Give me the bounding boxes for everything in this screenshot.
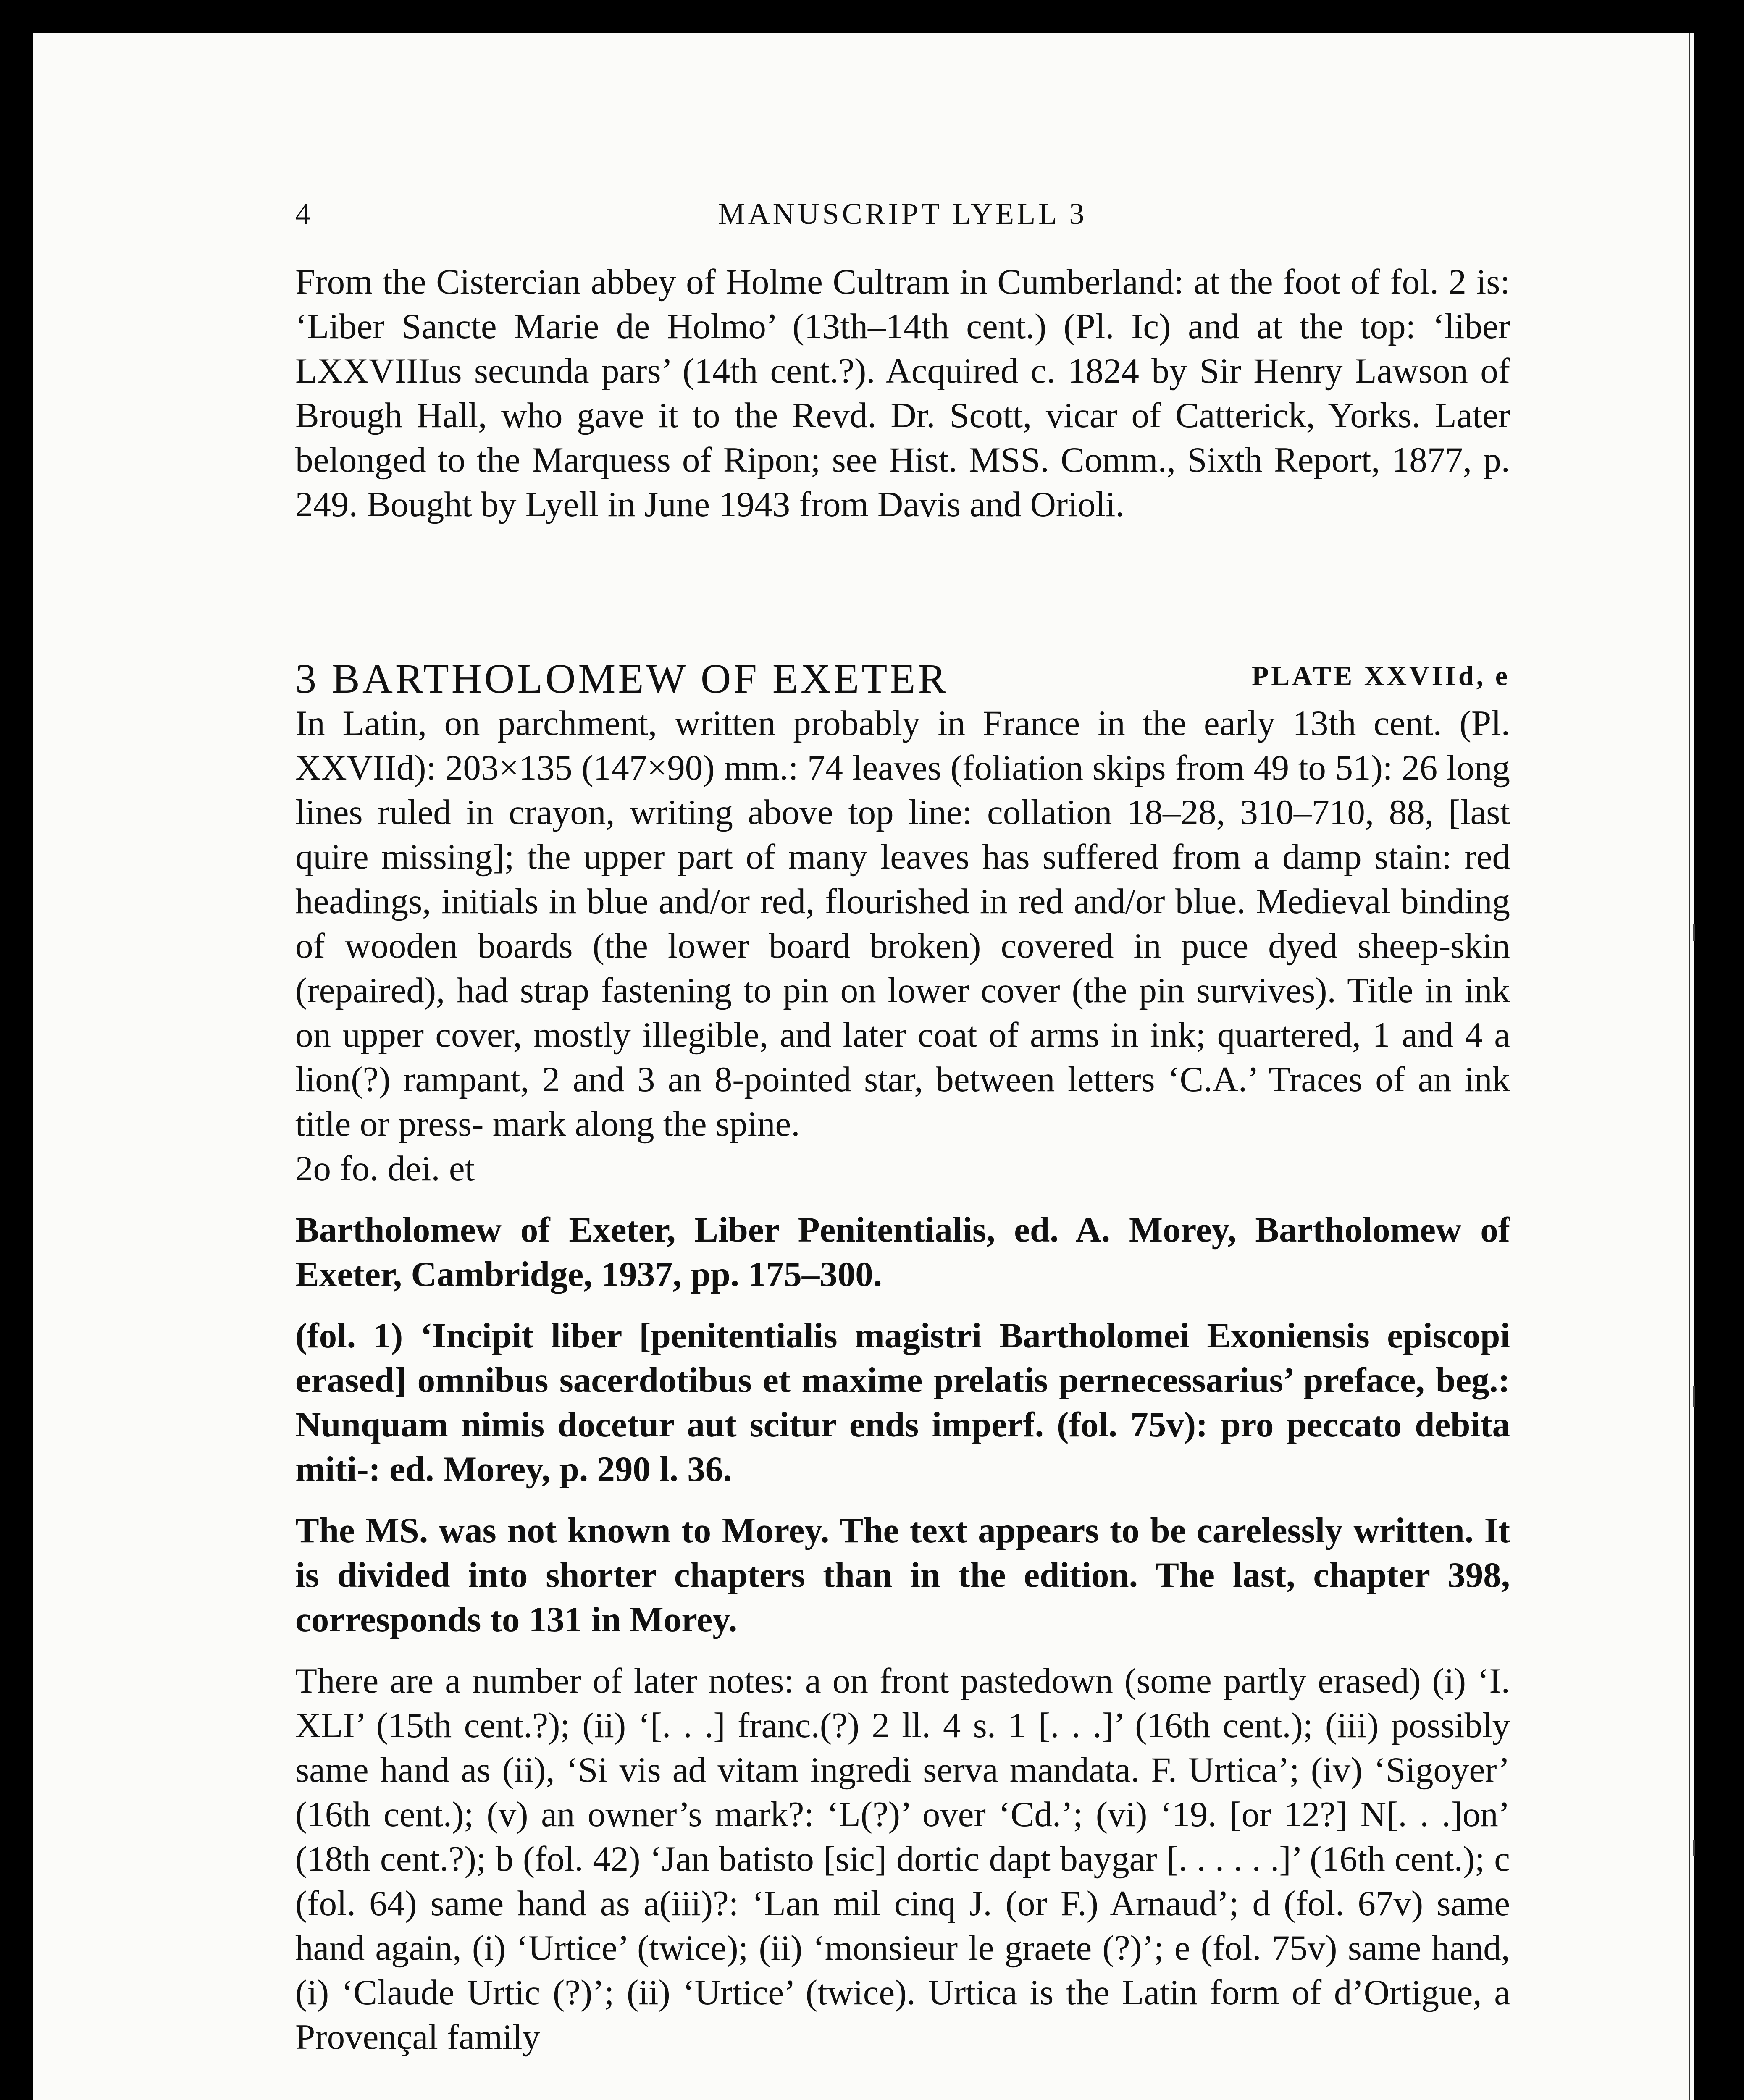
text-line: It is divided into shorter chapters than in the edition. The last, chapter 398,: [295, 1511, 1510, 1595]
text-line: There are a number of later notes: a on front pastedown (some partly erased): [295, 1661, 1421, 1701]
text-line: Henry Lawson of Brough Hall, who gave it to the Revd. Dr. Scott, vicar of: [295, 351, 1510, 435]
text-line: Catterick, Yorks. Later belonged to the Marquess of Ripon; see Hist. MSS.: [295, 396, 1510, 480]
text-line: 3 an 8-pointed star, between letters ‘C.A.’ Traces of an ink title or press-: [295, 1060, 1510, 1144]
text-line: Comm., Sixth Report, 1877, p. 249. Bought by Lyell in June 1943 from Davis: [295, 440, 1510, 524]
text-line: miti-: ed. Morey, p. 290 l. 36.: [295, 1449, 732, 1489]
page-number: 4: [295, 197, 313, 231]
text-line: fol. 2 is: ‘Liber Sancte Marie de Holmo’ (13th–14th cent.) (Pl. Ic) and at the: [295, 262, 1510, 346]
text-line: (vi) ‘19. [or 12?] N[. . .]on’ (18th cent.?); b (fol. 42) ‘Jan batisto [sic] dortic: [295, 1795, 1510, 1879]
text-line: (i) ‘I. XLI’ (15th cent.?); (ii) ‘[. . .] franc.(?) 2 ll. 4 s. 1 [. . .]’ (16th cent.);: [295, 1661, 1510, 1745]
text-line: In Latin, on parchment, written probably in France in the early 13th cent.: [295, 704, 1442, 743]
remarks-paragraph: [295, 1508, 1510, 1642]
running-title: MANUSCRIPT LYELL 3: [718, 197, 1087, 231]
text-line: to 51): 26 long lines ruled in crayon, writing above top line: collation 18–28,: [295, 748, 1510, 832]
text-line: (Pl. XXVIId): 203×135 (147×90) mm.: 74 leaves (foliation skips from 49: [295, 704, 1510, 788]
contents-paragraph: [295, 1313, 1510, 1491]
text-line: corresponds to 131 in Morey.: [295, 1600, 738, 1639]
text-line: dapt baygar [. . . . . .]’ (16th cent.); c (fol. 64) same hand as a(iii)?: ‘Lan: [295, 1839, 1510, 1923]
text-line: from a damp stain: red headings, initials in blue and/or red, flourished in: [295, 837, 1510, 921]
text-line: mark along the spine.: [492, 1104, 800, 1144]
text-line: (iii) possibly same hand as (ii), ‘Si vis ad vitam ingredi serva mandata. F.: [295, 1706, 1510, 1790]
text-line: Bartholomew of Exeter, Liber Penitentialis, ed. A. Morey, Bartholomew of: [295, 1210, 1510, 1250]
scan-mark: [1693, 924, 1695, 941]
notes-paragraph: [295, 1659, 1510, 2059]
edition-paragraph: [295, 1208, 1510, 1297]
text-line: red and/or blue. Medieval binding of wooden boards (the lower board broken): [295, 882, 1510, 966]
provenance-paragraph: [295, 260, 1510, 527]
text-line: Urtica’; (iv) ‘Sigoyer’ (16th cent.); (v) an owner’s mark?: ‘L(?)’ over ‘Cd.’;: [295, 1750, 1510, 1834]
text-line: and later coat of arms in ink; quartered, 1 and 4 a lion(?) rampant, 2 and: [295, 1015, 1510, 1099]
running-header: [295, 197, 1510, 234]
text-line: Nunquam nimis docetur aut scitur ends imperf. (fol. 75v): pro peccato debita: [295, 1405, 1510, 1444]
text-line: top: ‘liber LXXVIIIus secunda pars’ (14th cent.?). Acquired c. 1824 by Sir: [295, 307, 1510, 391]
plate-reference: PLATE XXVIId, e: [1251, 661, 1510, 691]
page-edge: [1689, 33, 1694, 2100]
text-line: (ii) ‘Urtice’ (twice). Urtica is the Latin form of d’Ortigue, a Provençal family: [295, 1973, 1510, 2057]
text-line: erased] omnibus sacerdotibus et maxime prelatis pernecessarius’ preface, beg.:: [295, 1360, 1510, 1400]
text-line: covered in puce dyed sheep-skin (repaired), had strap fastening to pin on: [295, 926, 1510, 1010]
text-line: 310–710, 88, [last quire missing]; the upper part of many leaves has suffered: [295, 793, 1510, 877]
text-line: lower cover (the pin survives). Title in ink on upper cover, mostly illegible,: [295, 971, 1510, 1055]
page-body: [295, 260, 1510, 2059]
secundo-folio: 2o fo. dei. et: [295, 1149, 475, 1188]
text-line: The MS. was not known to Morey. The text appears to be carelessly written.: [295, 1511, 1473, 1550]
text-line: Exeter, Cambridge, 1937, pp. 175–300.: [295, 1255, 882, 1294]
text-line: (fol. 1) ‘Incipit liber [penitentialis magistri Bartholomei Exoniensis episcopi: [295, 1316, 1510, 1355]
entry-heading: [295, 653, 1510, 701]
text-line: From the Cistercian abbey of Holme Cultram in Cumberland: at the foot of: [295, 262, 1380, 302]
text-line: mil cinq J. (or F.) Arnaud’; d (fol. 67v) same hand again, (i) ‘Urtice’ (twice);: [295, 1884, 1510, 1968]
text-line: and Orioli.: [969, 485, 1124, 524]
text-line: (ii) ‘monsieur le graete (?)’; e (fol. 75v) same hand, (i) ‘Claude Urtic (?)’;: [295, 1928, 1510, 2012]
scan-mark: [1693, 1386, 1695, 1407]
entry-title: 3 BARTHOLOMEW OF EXETER: [295, 655, 949, 702]
description-paragraph: [295, 701, 1510, 1146]
scan-mark: [1693, 1840, 1695, 1856]
